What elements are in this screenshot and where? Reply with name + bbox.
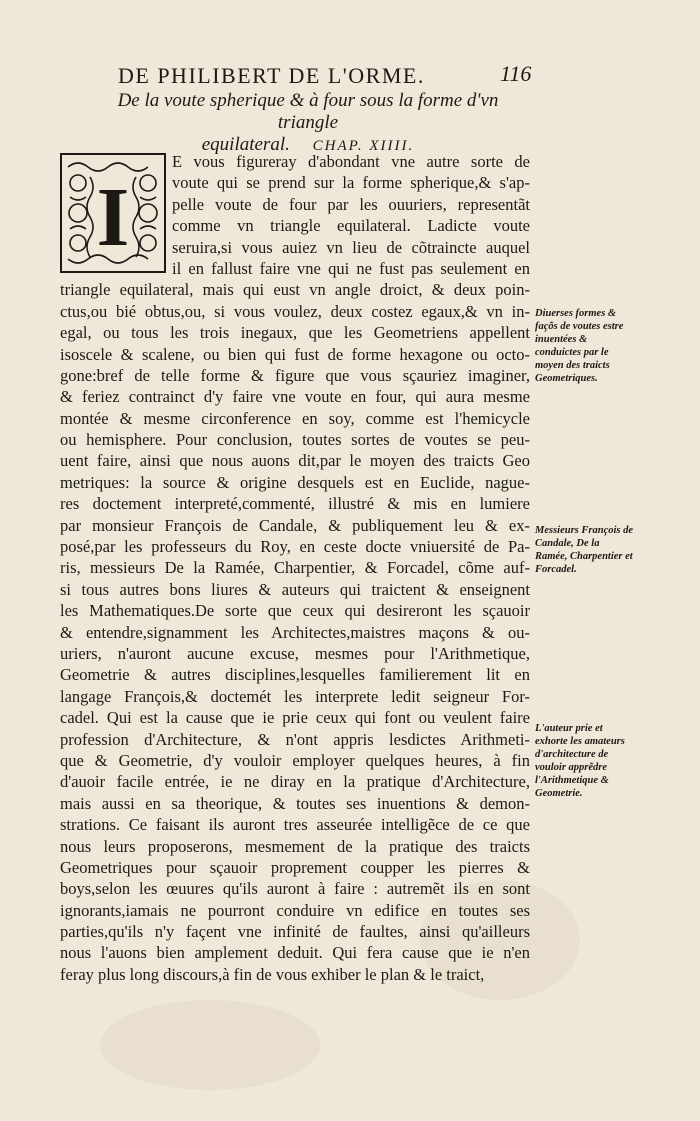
text-line: egal, ou tous les trois inegaux, que les Geometriens appellent (60, 323, 530, 343)
text-line: Geometrie & autres disciplines,lesquelles familierement lit en (60, 665, 530, 685)
text-line: & feriez contrainct d'y faire vne voute en four, qui aura mesme (60, 387, 530, 407)
text-line: metriques: la source & origine desquels est en Euclide, nague- (60, 472, 530, 492)
page-number: 116 (500, 61, 532, 86)
text-line: les Mathematiques.De sorte que ceux qui desireront les sçauoir (60, 601, 530, 621)
chapter-title (88, 90, 528, 157)
text-line: ctus,ou bié obtus,ou, si vous voulez, deux costez egaux,& vn in- (60, 301, 530, 321)
text-line: res doctement interpreté,commenté, illustré & mis en lumiere (60, 494, 530, 514)
body-text (60, 151, 530, 985)
initial-letter: I (96, 171, 130, 264)
text-line: que & Geometrie, d'y vouloir employer quelques heures, à fin (60, 750, 530, 770)
text-line: cadel. Qui est la cause que ie prie ceux qui font ou veulent faire (60, 708, 530, 728)
text-line: par monsieur François de Candale, & publiquement leu & ex- (60, 515, 530, 535)
margin-note: Diuerses formes & façõs de voutes estre inuentées & conduictes par le moyen des traicts Geometriques. (535, 308, 624, 384)
text-line: E vous figureray d'abondant vne autre sorte de (172, 152, 530, 171)
text-line: ris, messieurs De la Ramée, Charpentier, & Forcadel, cõme auf- (60, 558, 530, 578)
text-line: uriers, n'auront aucune excuse, mesmes pour l'Arithmetique, (60, 643, 530, 663)
text-line: langage François,& doctemét les interprete ledit seigneur For- (60, 686, 530, 706)
text-line: strations. Ce faisant ils auront tres asseurée intelligẽce de ce que (60, 815, 530, 835)
text-line: comme vn triangle equilateral. Ladicte voute (172, 216, 530, 236)
text-line: ou hemisphere. Pour conclusion, toutes sortes de voutes se peu- (60, 430, 530, 450)
text-line: seruira,si vous auiez vn lieu de cõtraincte auquel (172, 237, 530, 257)
text-line: si tous autres bons liures & auteurs qui traictent & enseignent (60, 579, 530, 599)
text-line: gone:bref de telle forme & figure que vous sçauriez imaginer, (60, 365, 530, 385)
text-line: nous leurs proposerons, mesmement de la pratique des traicts (60, 836, 530, 856)
text-line: triangle equilateral, mais qui eust vn angle droict, & deux poin- (60, 280, 530, 300)
text-line: nous l'auons bien amplement deduit. Qui fera cause que ie n'en (60, 943, 530, 963)
text-line: isoscele & scalene, ou bien qui fust de forme hexagone ou octo- (60, 344, 530, 364)
text-line: il en fallust faire vne qui ne fust pas seulement en (172, 258, 530, 278)
text-line: Geometriques pour sçauoir proprement coupper les pierres & (60, 857, 530, 877)
text-line: boys,selon les œuures qu'ils auront à faire : autremẽt ils en sont (60, 879, 530, 899)
text-line: profession d'Architecture, & n'ont appris lesdictes Arithmeti- (60, 729, 530, 749)
text-line: ignorants,iamais ne pourront conduire vn edifice en toutes ses (60, 900, 530, 920)
chapter-title-line2: equilateral. (201, 134, 290, 155)
text-line: posé,par les professeurs du Roy, en ceste docte vniuersité de Pa- (60, 537, 530, 557)
paper-stain (100, 1000, 320, 1090)
running-title: DE PHILIBERT DE L'ORME. (118, 63, 425, 88)
chapter-title-line1: De la voute spherique & à four sous la forme d'vn triangle (117, 90, 499, 133)
text-line: d'auoir facile entrée, ie ne diray en la pratique d'Architecture, (60, 772, 530, 792)
text-line: pelle voute de four par les ouuriers, representãt (172, 194, 530, 214)
text-line: parties,qu'ils n'y façent vne infinité de faultes, ainsi qu'ailleurs (60, 922, 530, 942)
text-line: uent faire, ainsi que nous auons dit,par le moyen des traicts Geo (60, 451, 530, 471)
text-line: & entendre,signamment les Architectes,maistres maçons & ou- (60, 622, 530, 642)
margin-note: Messieurs François de Candale, De la Ramée, Charpentier et Forcadel. (535, 525, 634, 575)
text-line: feray plus long discours,à fin de vous exhiber le plan & le traict, (60, 964, 485, 984)
text-line: mais aussi en sa theorique, & toutes ses inuentions & demon- (60, 793, 530, 813)
chapter-label: CHAP. XIIII. (312, 138, 415, 154)
text-line: voute qui se prend sur la forme spherique,& s'ap- (172, 173, 530, 193)
margin-note: L'auteur prie et exhorte les amateurs d'architecture de vouloir apprẽdre l'Arithmetique & Geometrie. (535, 723, 625, 799)
text-line: montée & mesme circonference en soy, comme est l'hemicycle (60, 408, 530, 428)
